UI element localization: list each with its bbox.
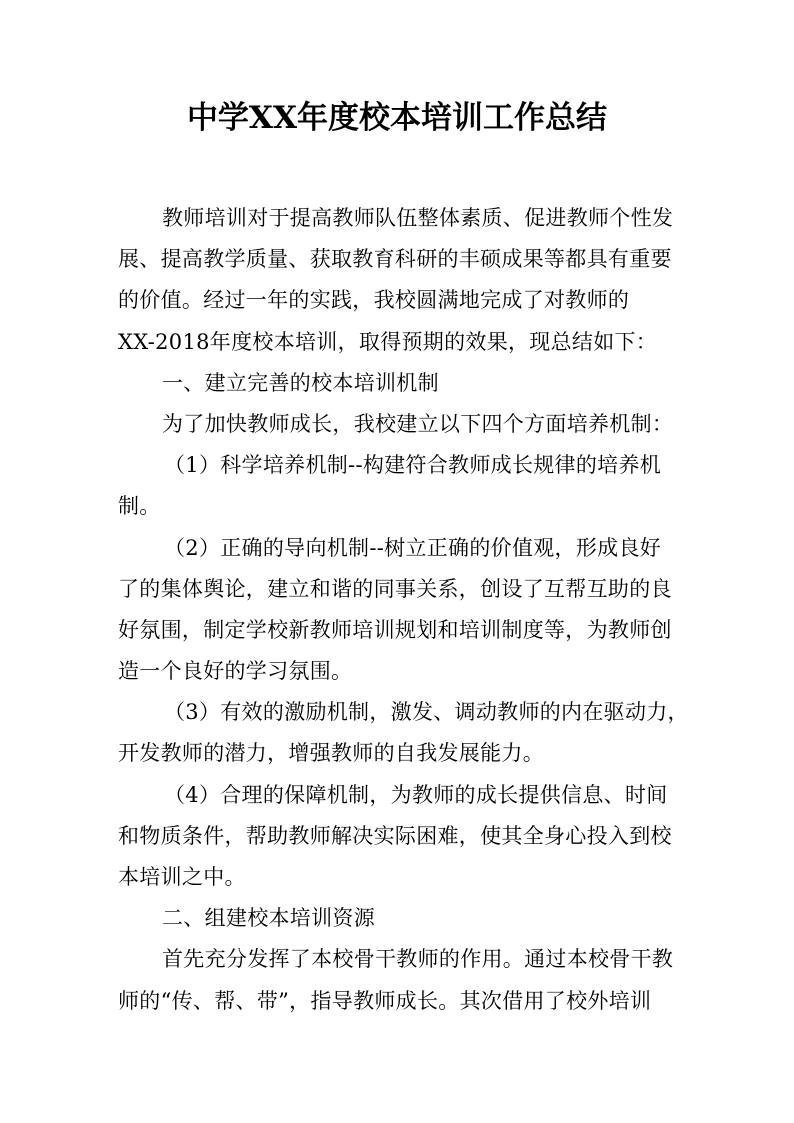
paragraph-intro-line-2: 展、提高教学质量、获取教育科研的丰硕成果等都具有重要 <box>118 247 672 272</box>
item-1-line-1: （1）科学培养机制--构建符合教师成长规律的培养机 <box>164 453 662 478</box>
item-2-line-1: （2）正确的导向机制--树立正确的价值观，形成良好 <box>164 535 662 560</box>
item-2-line-2: 了的集体舆论，建立和谐的同事关系，创设了互帮互助的良 <box>118 576 672 601</box>
item-2-line-3: 好氛围，制定学校新教师培训规划和培训制度等，为教师创 <box>118 617 672 642</box>
paragraph-resources-line-1: 首先充分发挥了本校骨干教师的作用。通过本校骨干教 <box>162 947 674 972</box>
item-3-line-2: 开发教师的潜力，增强教师的自我发展能力。 <box>118 741 544 766</box>
paragraph-intro-line-3: 的价值。经过一年的实践，我校圆满地完成了对教师的 <box>118 288 630 313</box>
item-1-line-2: 制。 <box>118 494 161 519</box>
paragraph-intro-line-1: 教师培训对于提高教师队伍整体素质、促进教师个性发 <box>162 206 674 230</box>
document-body <box>118 198 698 1022</box>
item-4-line-2: 和物质条件，帮助教师解决实际困难，使其全身心投入到校 <box>118 823 672 848</box>
item-3-line-1: （3）有效的激励机制，激发、调动教师的内在驱动力， <box>164 700 689 725</box>
paragraph-resources-line-2: 师的“传、帮、带”，指导教师成长。其次借用了校外培训 <box>118 988 652 1013</box>
section-heading-2: 二、组建校本培训资源 <box>162 906 375 931</box>
item-4-line-1: （4）合理的保障机制，为教师的成长提供信息、时间 <box>164 782 668 807</box>
item-2-line-4: 造一个良好的学习氛围。 <box>118 659 353 684</box>
paragraph-mechanism-intro: 为了加快教师成长，我校建立以下四个方面培养机制： <box>162 411 674 436</box>
section-heading-1: 一、建立完善的校本培训机制 <box>162 370 439 395</box>
paragraph-intro-line-4: XX-2018年度校本培训，取得预期的效果，现总结如下： <box>118 329 658 354</box>
document-title: 中学XX年度校本培训工作总结 <box>186 100 608 136</box>
item-4-line-3: 本培训之中。 <box>118 865 246 889</box>
